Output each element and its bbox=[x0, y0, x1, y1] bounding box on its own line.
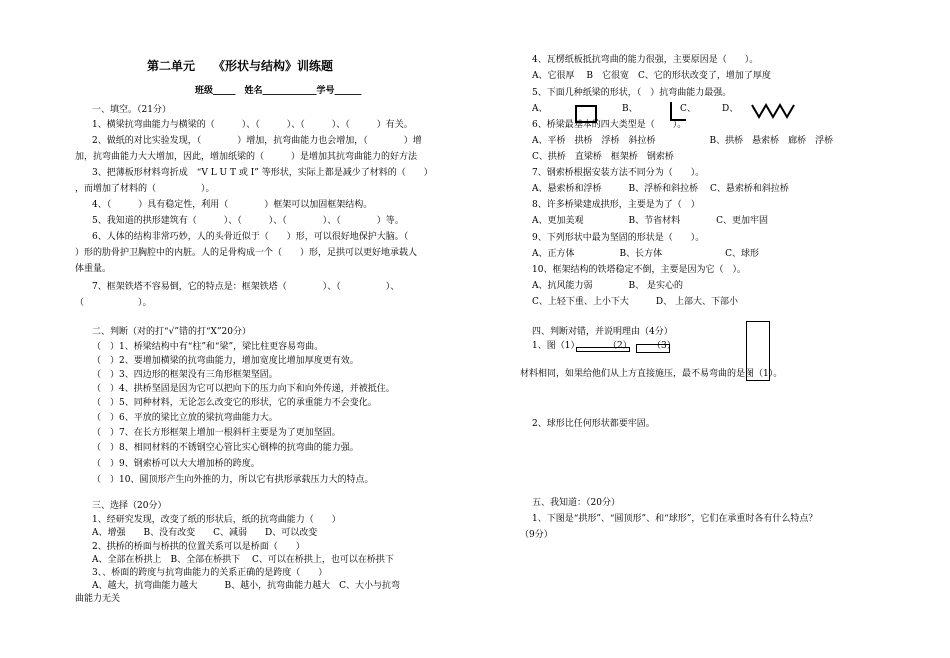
choice-line: 4、瓦楞纸板抵抗弯曲的能力很强，主要原因是（ ）。 bbox=[532, 55, 759, 65]
choice-line: 10、框架结构的铁塔稳定不倒，主要是因为它（ ）。 bbox=[532, 265, 746, 275]
choice-line: 曲能力无关 bbox=[75, 594, 121, 604]
choice-line: A、它很厚 B 它很宽 C、它的形状改变了，增加了厚度 bbox=[532, 71, 771, 81]
choice-line: A、抗风能力弱 B、 是实心的 bbox=[532, 281, 683, 291]
fill-line: 3、把薄板形材料弯折成 “V L U T 或 I” 等形状，实际上都是减少了材料的（ ） bbox=[92, 168, 433, 178]
choice-line: C、拱桥 直梁桥 框架桥 钢索桥 bbox=[532, 152, 674, 162]
choice-line: 6、桥梁最基本的四大类型是（ ）。 bbox=[532, 120, 687, 130]
option-d: D、 bbox=[722, 104, 739, 114]
option-b: B、 bbox=[622, 104, 638, 114]
fig3-label: （3） bbox=[652, 341, 676, 351]
fill-line: 加，抗弯曲能力大大增加，因此，增加纸梁的（ ）是增加其抗弯曲能力的好方法 bbox=[75, 152, 418, 162]
judge2-q1: 1、图（1） bbox=[532, 341, 580, 351]
choice-line: C、上轻下重、上小下大 D、 上部大、下部小 bbox=[532, 297, 738, 307]
choice-line: A、越大，抗弯曲能力越大 B、越小，抗弯曲能力越大 C、大小与抗弯 bbox=[92, 581, 401, 591]
judge-item: （ ）7、在长方形框架上增加一根斜杆主要是为了更加坚固。 bbox=[92, 428, 341, 438]
fill-line: 体重量。 bbox=[75, 264, 112, 274]
fill-line: 7、框架铁塔不容易倒，它的特点是：框架铁塔（ ）、（ ）、 bbox=[92, 282, 400, 292]
judge-item: （ ）9、钢索桥可以大大增加桥的跨度。 bbox=[92, 459, 260, 469]
fill-line: （ ）。 bbox=[75, 298, 152, 308]
judge2-q2: 2、球形比任何形状都要牢固。 bbox=[532, 419, 655, 429]
fill-heading: 一、填空。（21分） bbox=[92, 105, 171, 115]
page-title: 第二单元 《形状与结构》训练题 bbox=[147, 59, 334, 73]
fig2-label: （2） bbox=[608, 341, 632, 351]
choice-line: 5、下面几种纸梁的形状，（ ）抗弯曲能力最强。 bbox=[532, 88, 732, 98]
judge-item: （ ）4、拱桥坚固是因为它可以把向下的压力向下和向外传递，并被抵住。 bbox=[92, 384, 395, 394]
choice-line: 3、、桥面的跨度与抗弯曲能力的关系正确的是跨度（ ） bbox=[92, 568, 328, 578]
choice-line: 9、下列形状中最为坚固的形状是（ ）。 bbox=[532, 233, 705, 243]
fill-line: ，而增加了材料的（ ）。 bbox=[75, 184, 215, 194]
option-c: C、 bbox=[680, 104, 696, 114]
judge-item: （ ）5、同种材料，无论怎么改变它的形状，它的承重能力不会变化。 bbox=[92, 398, 377, 408]
judge-item: （ ）3、四边形的框架没有三角形框架坚固。 bbox=[92, 370, 278, 380]
choice-line: 7、钢索桥根据安装方法不同分为（ ）。 bbox=[532, 168, 705, 178]
judge-item: （ ）8、相同材料的不锈钢空心管比实心钢棒的抗弯曲的能力强。 bbox=[92, 443, 359, 453]
fill-line: 1、横梁抗弯曲能力与横梁的（ ）、（ ）、（ ）、（ ）有关。 bbox=[92, 120, 413, 130]
choice-line: 8、许多桥梁建成拱形，主要是为了（ ） bbox=[532, 200, 700, 210]
judge-item: （ ）1、桥梁结构中有“柱”和“梁”，梁比柱更容易弯曲。 bbox=[92, 342, 324, 352]
judge2-heading: 四、判断对错，并说明理由（4分） bbox=[532, 327, 673, 337]
choice-heading: 三、选择（20分） bbox=[92, 501, 167, 511]
choice-line: A、更加美观 B、节省材料 C、更加牢固 bbox=[532, 216, 769, 226]
choice-line: 1、经研究发现，改变了纸的形状后，纸的抗弯曲能力（ ） bbox=[92, 515, 341, 525]
choice-line: A、平桥 拱桥 浮桥 斜拉桥 B、拱桥 悬索桥 廊桥 浮桥 bbox=[532, 136, 834, 146]
know-q1: 1、下图是“拱形”、“圆顶形”、和“球形”，它们在承重时各有什么特点？ bbox=[532, 514, 818, 524]
fill-line: 6、人体的结构非常巧妙，人的头骨近似于（ ）形，可以很好地保护大脑。（ bbox=[92, 232, 409, 242]
judge-heading: 二、判断（对的打“√”错的打“X”20分） bbox=[92, 327, 251, 337]
choice-line: A、正方体 B、长方体 C、球形 bbox=[532, 249, 760, 259]
judge2-q1-text: 材料相同，如果给他们从上方直接施压，最不易弯曲的是图（1）。 bbox=[520, 369, 783, 379]
zigzag-beam-shape bbox=[750, 102, 800, 120]
choice-line: A、增强 B、没有改变 C、减弱 D、可以改变 bbox=[92, 528, 318, 538]
fill-line: 5、我知道的拱形建筑有（ ）、（ ）、（ ）、（ ）等。 bbox=[92, 216, 404, 226]
know-q1-score: （9分） bbox=[520, 530, 553, 540]
option-a: A、 bbox=[532, 104, 548, 114]
judge-item: （ ）6、平放的梁比立放的梁抗弯曲能力大。 bbox=[92, 413, 278, 423]
fill-line: 2、做纸的对比实验发现，（ ）增加，抗弯曲能力也会增加，（ ）增 bbox=[92, 136, 422, 146]
know-heading: 五、我知道：（20分） bbox=[532, 498, 620, 508]
fill-line: ）形的肋骨护卫胸腔中的内脏。人的足骨构成一个（ ）形，足拱可以更好地承载人 bbox=[75, 248, 418, 258]
judge-item: （ ）2、要增加横梁的抗弯曲能力，增加宽度比增加厚度更有效。 bbox=[92, 356, 359, 366]
student-info-line: 班级_____ 姓名____________学号______ bbox=[195, 86, 362, 96]
choice-line: A、全部在桥拱上 B、全部在桥拱下 C、可以在桥拱上，也可以在桥拱下 bbox=[92, 555, 394, 565]
judge-item: （ ）10、圆顶形产生向外推的力，所以它有拱形承载压力大的特点。 bbox=[92, 475, 374, 485]
choice-line: 2、拱桥的桥面与桥拱的位置关系可以是桥面（ ） bbox=[92, 542, 305, 552]
choice-line: A、悬索桥和浮桥 B、浮桥和斜拉桥 C、悬索桥和斜拉桥 bbox=[532, 184, 789, 194]
fill-line: 4、（ ）具有稳定性，利用（ ）框架可以加固框架结构。 bbox=[92, 200, 373, 210]
